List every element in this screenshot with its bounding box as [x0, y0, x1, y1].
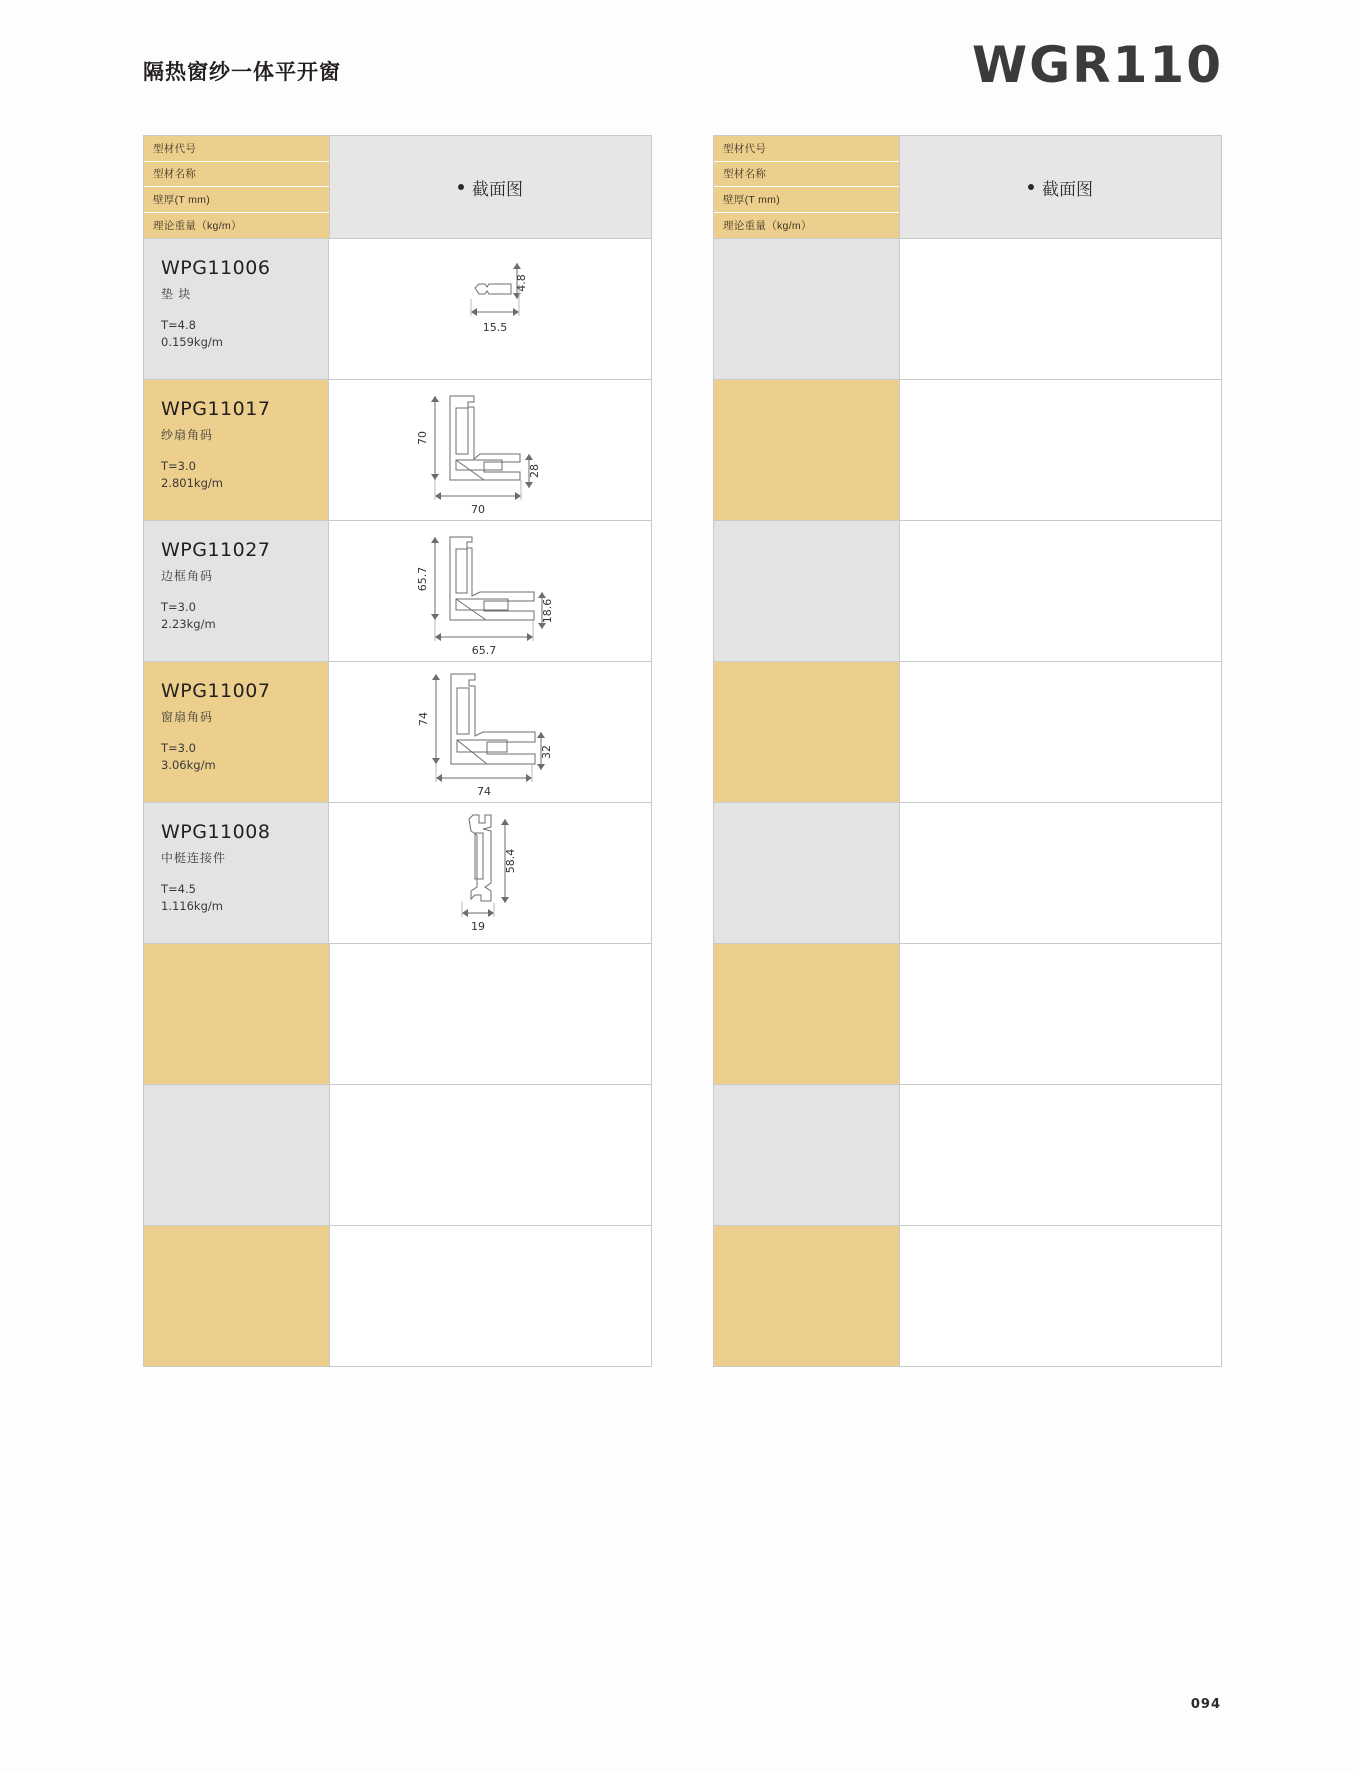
table-row — [144, 238, 651, 379]
row-drawing — [330, 1226, 651, 1366]
section-drawing-wpg11007 — [329, 662, 651, 801]
profile-weight: 2.801kg/m — [161, 476, 223, 490]
row-info — [144, 380, 329, 520]
row-info — [714, 239, 900, 379]
row-info — [714, 521, 900, 661]
table-row — [144, 802, 651, 943]
row-drawing — [900, 1085, 1221, 1225]
row-drawing — [900, 239, 1221, 379]
row-drawing — [330, 1085, 651, 1225]
header-col-code: 型材代号 — [714, 136, 899, 162]
table-row — [714, 520, 1221, 661]
profile-weight: 2.23kg/m — [161, 617, 216, 631]
header-col-thickness: 壁厚(T mm) — [144, 187, 329, 213]
profile-table-left — [143, 135, 652, 1367]
row-info — [144, 521, 329, 661]
profile-name: 纱扇角码 — [161, 428, 214, 442]
header-section-label: 截面图 — [1042, 179, 1093, 199]
section-drawing-wpg11017 — [329, 380, 651, 519]
page-header — [143, 36, 1223, 106]
header-col-weight: 理论重量（kg/m） — [144, 213, 329, 239]
table-row — [144, 1225, 651, 1366]
dim-label: 19 — [471, 920, 485, 933]
profile-name: 边框角码 — [161, 569, 214, 583]
table-row — [714, 802, 1221, 943]
row-info — [144, 1226, 330, 1366]
header-col-code: 型材代号 — [144, 136, 329, 162]
profile-code: WPG11008 — [161, 821, 271, 843]
header-col-weight: 理论重量（kg/m） — [714, 213, 899, 239]
profile-thickness: T=4.5 — [161, 882, 196, 896]
row-info — [144, 1085, 330, 1225]
row-info — [144, 662, 329, 802]
row-info — [714, 380, 900, 520]
profile-spec — [161, 599, 216, 633]
row-drawing — [329, 380, 651, 520]
header-col-thickness: 壁厚(T mm) — [714, 187, 899, 213]
profile-spec — [161, 317, 223, 351]
row-drawing — [329, 662, 651, 802]
table-row — [144, 520, 651, 661]
row-info — [144, 803, 329, 943]
row-drawing — [329, 239, 651, 379]
profile-tables — [143, 135, 1223, 1367]
profile-code: WPG11017 — [161, 398, 271, 420]
dim-label: 70 — [471, 503, 485, 516]
profile-weight: 1.116kg/m — [161, 899, 223, 913]
row-drawing — [330, 944, 651, 1084]
row-drawing — [900, 944, 1221, 1084]
bullet-icon — [458, 184, 464, 190]
table-header-left — [144, 136, 651, 238]
row-drawing — [900, 662, 1221, 802]
profile-code: WPG11007 — [161, 680, 271, 702]
row-drawing — [900, 521, 1221, 661]
header-col-name: 型材名称 — [714, 162, 899, 188]
section-drawing-wpg11008 — [329, 803, 651, 942]
dim-label: 58.4 — [504, 848, 517, 874]
dim-label: 32 — [540, 745, 553, 759]
profile-code: WPG11006 — [161, 257, 271, 279]
row-drawing — [329, 521, 651, 661]
section-drawing-wpg11027 — [329, 521, 651, 660]
table-row — [144, 943, 651, 1084]
profile-spec — [161, 881, 223, 915]
profile-name: 垫 块 — [161, 287, 192, 301]
profile-spec — [161, 458, 223, 492]
dim-label: 74 — [417, 712, 430, 726]
table-row — [714, 1225, 1221, 1366]
profile-code: WPG11027 — [161, 539, 271, 561]
profile-thickness: T=4.8 — [161, 318, 196, 332]
profile-name: 窗扇角码 — [161, 710, 214, 724]
dim-label: 74 — [477, 785, 491, 798]
dim-label: 4.8 — [515, 274, 528, 292]
dim-label: 70 — [416, 431, 429, 445]
table-header-right — [714, 136, 1221, 238]
row-info — [714, 803, 900, 943]
table-row — [144, 1084, 651, 1225]
header-col-name: 型材名称 — [144, 162, 329, 188]
row-drawing — [900, 803, 1221, 943]
row-info — [714, 944, 900, 1084]
header-section-label: 截面图 — [472, 179, 523, 199]
profile-name: 中梃连接件 — [161, 851, 227, 865]
table-row — [714, 661, 1221, 802]
table-row — [144, 661, 651, 802]
dim-label: 18.6 — [541, 598, 554, 624]
row-info — [714, 662, 900, 802]
profile-table-right — [713, 135, 1222, 1367]
dim-label: 65.7 — [416, 566, 429, 592]
row-drawing — [900, 1226, 1221, 1366]
profile-thickness: T=3.0 — [161, 600, 196, 614]
header-section-drawing — [900, 136, 1221, 238]
bullet-icon — [1028, 184, 1034, 190]
header-section-drawing — [330, 136, 651, 238]
row-info — [144, 239, 329, 379]
profile-spec — [161, 740, 216, 774]
dim-label: 15.5 — [482, 321, 508, 334]
row-info — [714, 1226, 900, 1366]
profile-thickness: T=3.0 — [161, 459, 196, 473]
table-row — [144, 379, 651, 520]
row-info — [144, 944, 330, 1084]
table-row — [714, 379, 1221, 520]
row-drawing — [900, 380, 1221, 520]
table-header-labels — [714, 136, 900, 238]
page-title: 隔热窗纱一体平开窗 — [143, 61, 341, 84]
profile-weight: 0.159kg/m — [161, 335, 223, 349]
row-info — [714, 1085, 900, 1225]
section-drawing-wpg11006 — [329, 239, 651, 378]
table-row — [714, 1084, 1221, 1225]
table-row — [714, 238, 1221, 379]
row-drawing — [329, 803, 651, 943]
dim-label: 28 — [528, 464, 541, 478]
profile-thickness: T=3.0 — [161, 741, 196, 755]
table-row — [714, 943, 1221, 1084]
series-code: WGR110 — [971, 36, 1223, 94]
profile-weight: 3.06kg/m — [161, 758, 216, 772]
table-header-labels — [144, 136, 330, 238]
dim-label: 65.7 — [471, 644, 497, 657]
page-number: 094 — [1190, 1697, 1221, 1712]
